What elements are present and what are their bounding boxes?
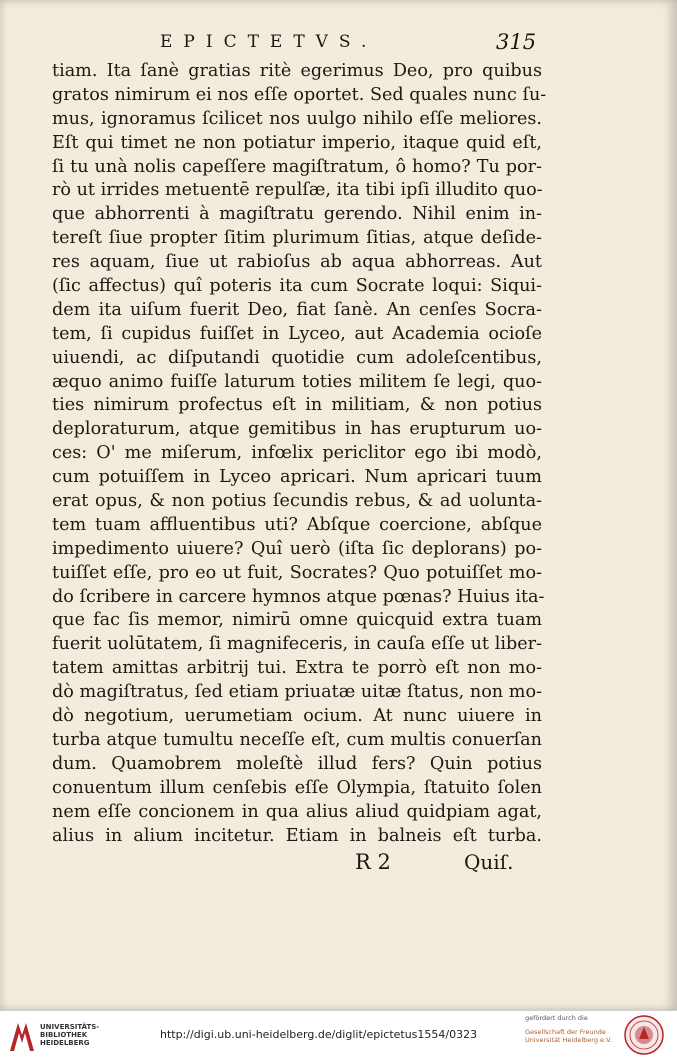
body-text [52,60,547,848]
text-line: Eſt qui timet ne non potiatur imperio, itaque quid eſt, [52,132,542,153]
permalink-url[interactable]: http://digi.ub.uni-heidelberg.de/diglit/epictetus1554/0323 [160,1028,478,1041]
text-line: res aquam, ſiue ut rabioſus ab aqua abhorreas. Aut [52,252,542,273]
text-line: tatem amittas arbitrij tui. Extra te porrò eſt non mo- [52,658,542,679]
running-title: EPICTETVS. [160,32,378,52]
university-seal-icon[interactable] [624,1015,664,1055]
text-line: do ſcribere in carcere hymnos atque pœnas? Huius ita- [52,586,545,607]
text-line: mus, ignoramus ſcilicet nos uulgo nihilo eſſe meliores. [52,108,542,129]
text-line: ces: O' me miſerum, infœlix periclitor ego ibi modò, [52,443,542,464]
page-footer [0,850,677,880]
text-line: deploraturum, atque gemitibus in has erupturum uo- [52,419,542,440]
text-line: æquo animo fuiſſe laturum toties militem ſe legi, quo- [52,371,542,392]
text-line: tem, ſi cupidus fuiſſet in Lyceo, aut Academia ocioſe [52,323,542,344]
text-line: impedimento uiuere? Quî uerò (iſta ſic deplorans) po- [52,538,542,559]
library-name[interactable]: UNIVERSITÄTS- BIBLIOTHEK HEIDELBERG [40,1023,100,1047]
text-line: (ſic affectus) quî poteris ita cum Socrate loqui: Siqui- [52,276,542,297]
text-line: gratos nimirum ei nos eſſe oportet. Sed quales nunc ſu- [52,84,547,105]
text-line: tiam. Ita ſanè gratias ritè egerimus Deo, pro quibus [52,61,542,81]
text-line: dò negotium, uerumetiam ocium. At nunc uiuere in [52,706,542,727]
text-line: tuiſſet eſſe, pro eo ut fuit, Socrates? Quo potuiſſet mo- [52,562,542,583]
text-line: cum potuiſſem in Lyceo apricari. Num apricari tuum [52,467,542,488]
text-line: alius in alium incitetur. Etiam in balneis eſt turba. [52,825,542,846]
text-line: tereſt ſiue propter ſitim plurimum ſitias, atque deſide- [52,228,542,249]
viewer-footer-bar [0,1010,677,1059]
text-line: que fac ſis memor, nimirū omne quicquid extra tuam [52,610,542,631]
text-line: ties nimirum profectus eſt in militiam, & non potius [52,395,542,416]
text-line: que abhorrenti à magiſtratu gerendo. Nihil enim in- [52,204,542,225]
text-line: dò magiſtratus, ſed etiam priuatæ uitæ ſtatus, non mo- [52,682,542,703]
ub-heidelberg-logo-icon[interactable] [8,1017,36,1053]
text-line: ſi tu unà nolis capeſſere magiſtratum, ô homo? Tu por- [52,156,542,177]
funding-lead-text: gefördert durch die [525,1014,588,1022]
text-line: dum. Quamobrem moleſtè illud fers? Quin potius [52,753,542,774]
signature-mark: R 2 [355,850,391,874]
text-line: tem tuam affluentibus uti? Abſque coercione, abſque [52,514,542,535]
catchword: Quiſ. [464,850,514,874]
page-header [0,30,677,60]
page-number: 315 [496,30,537,54]
text-line: rò ut irrides metuentē repulſæ, ita tibi ipſi illudito quo- [52,180,543,201]
text-line: turba atque tumultu neceſſe eſt, cum multis conuerſan [52,729,542,750]
text-line: nem eſſe concionem in qua alius aliud quidpiam agat, [52,801,542,822]
text-line: dem ita uiſum fuerit Deo, fiat ſanè. An cenſes Socra- [52,299,542,320]
text-line: fuerit uolūtatem, ſi magnifeceris, in cauſa eſſe ut liber- [52,634,542,655]
text-line: erat opus, & non potius ſecundis rebus, & ad uolunta- [52,491,542,512]
funding-organization[interactable]: Gesellschaft der Freunde Universität Heidelberg e.V. [525,1028,612,1044]
text-line: conuentum illum cenſebis eſſe Olympia, ſtatuito ſolen [52,777,542,798]
text-line: uiuendi, ac diſputandi quotidie cum adoleſcentibus, [52,347,542,368]
